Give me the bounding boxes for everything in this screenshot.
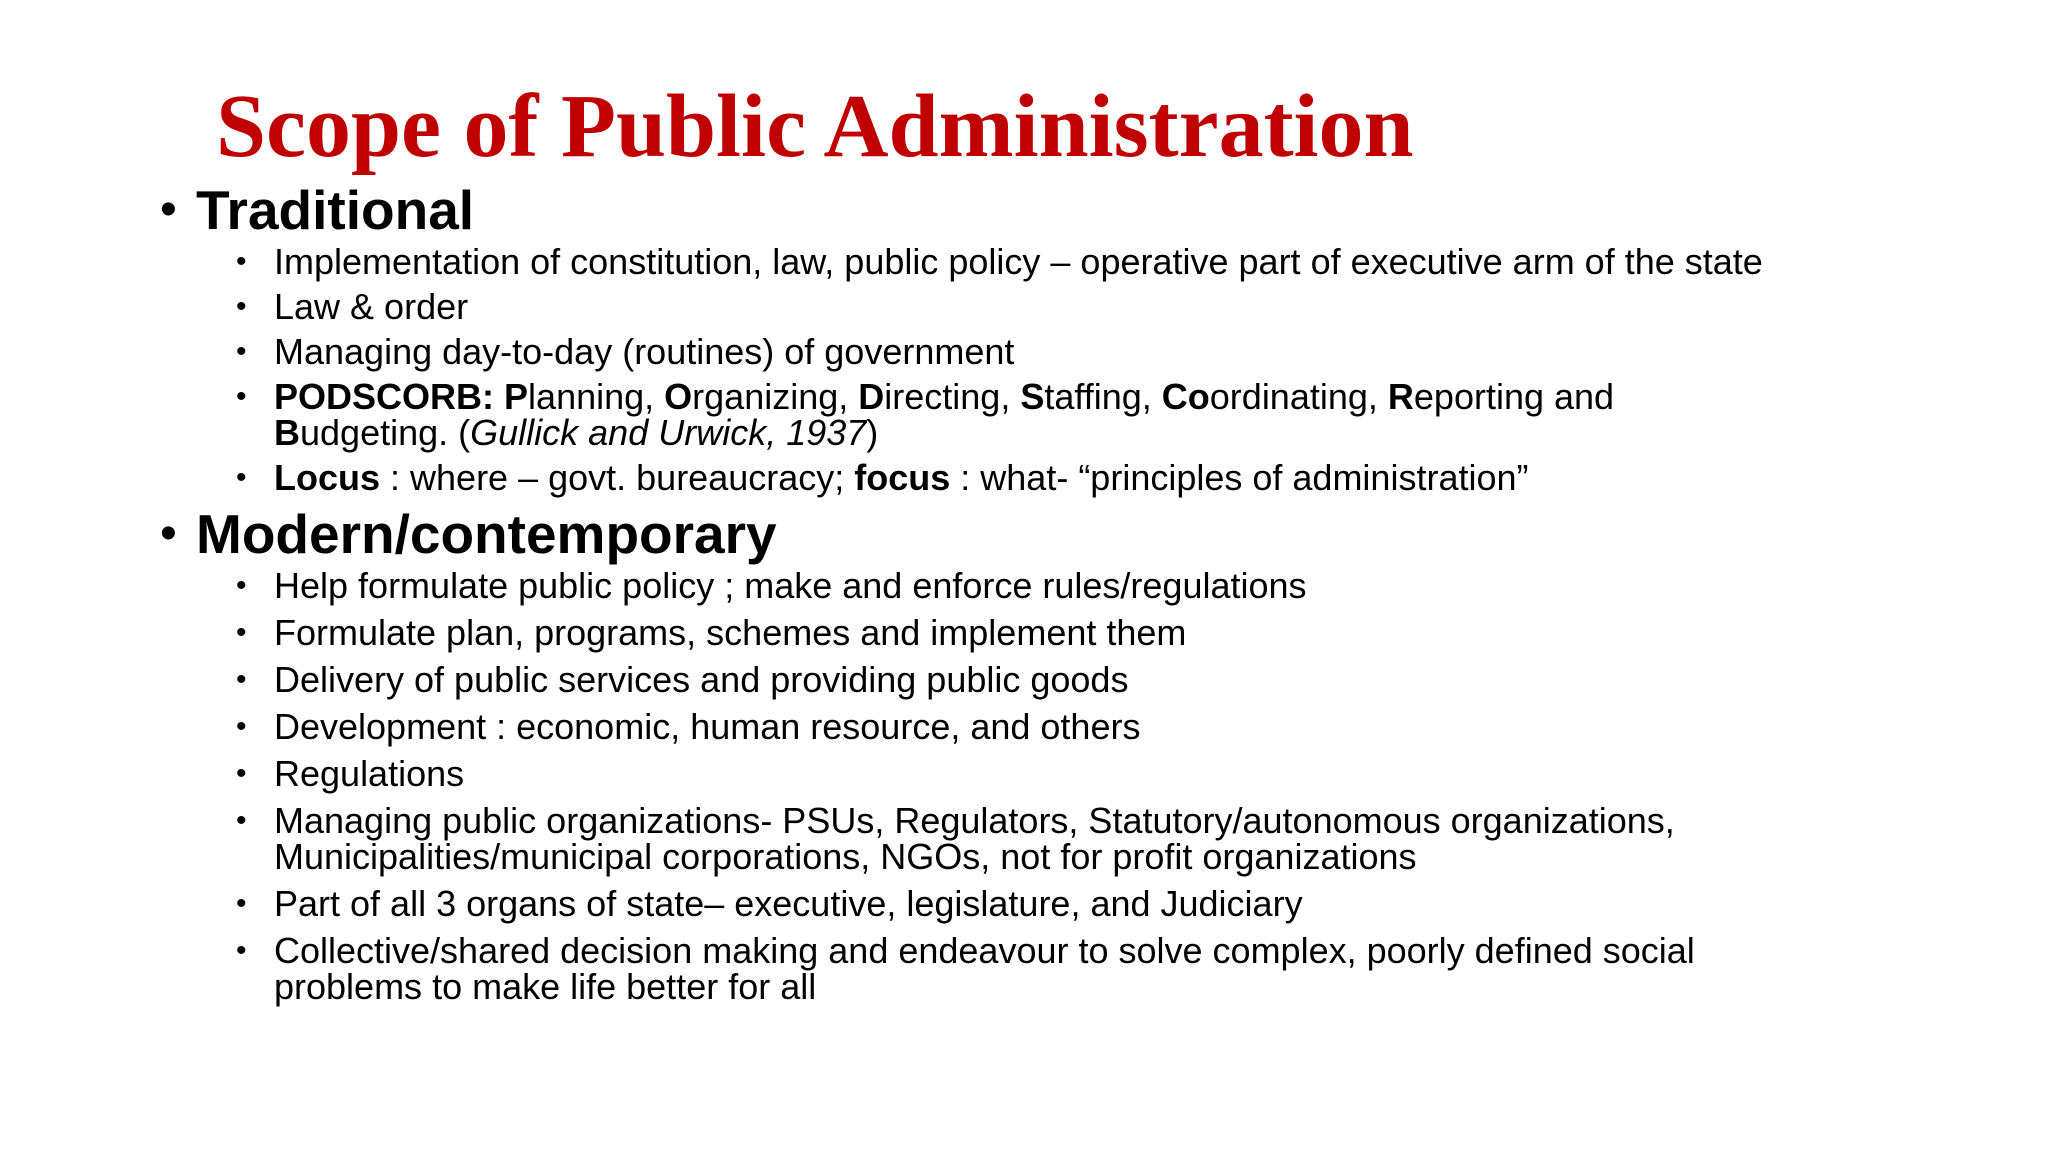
word-part: lanning, — [528, 376, 665, 417]
podscorb-item — [160, 376, 2000, 453]
word-part: rganizing, — [692, 376, 859, 417]
letter: S — [1020, 376, 1045, 417]
list-item: • Help formulate public policy ; make and enforce rules/regulations — [160, 568, 2000, 604]
line: Municipalities/municipal corporations, NGOs, not for profit organizations — [274, 836, 1417, 877]
focus-text: : what- “principles of administration” — [950, 457, 1529, 498]
locus-text: : where – govt. bureaucracy; — [380, 457, 855, 498]
focus-label: focus — [854, 457, 951, 498]
locus-label: Locus — [274, 457, 381, 498]
list-item: • Managing day-to-day (routines) of government — [160, 334, 2000, 370]
word-part: irecting, — [884, 376, 1021, 417]
list-item — [160, 800, 2000, 877]
word-part: ordinating, — [1209, 376, 1388, 417]
podscorb-label: PODSCORB: — [274, 376, 495, 417]
locus-focus-item — [160, 457, 2000, 498]
word-part: eporting and — [1413, 376, 1615, 417]
modern-list — [160, 565, 2000, 1007]
letter: O — [664, 376, 693, 417]
letter: Co — [1161, 376, 1210, 417]
line: Managing public organizations- PSUs, Regulators, Statutory/autonomous organizations, — [274, 800, 1675, 841]
slide-content — [160, 178, 2000, 1005]
letter: D — [858, 376, 885, 417]
word-part: ) — [866, 412, 879, 453]
modern-heading: • Modern/contemporary — [160, 502, 2000, 566]
letter: B — [274, 412, 300, 453]
word-part: udgeting. ( — [300, 412, 471, 453]
slide-title: Scope of Public Administration — [216, 77, 1414, 176]
letter: P — [504, 376, 529, 417]
list-item — [160, 930, 2000, 1007]
list-item: • Development : economic, human resource, and others — [160, 709, 2000, 745]
list-item: • Delivery of public services and providing public goods — [160, 662, 2000, 698]
word-part: taffing, — [1044, 376, 1162, 417]
citation: Gullick and Urwick, 1937 — [470, 412, 867, 453]
line: Collective/shared decision making and endeavour to solve complex, poorly defined social — [274, 930, 1695, 971]
letter: R — [1387, 376, 1414, 417]
list-item: • Formulate plan, programs, schemes and implement them — [160, 615, 2000, 651]
list-item: • Law & order — [160, 289, 2000, 325]
traditional-heading: • Traditional — [160, 178, 2000, 242]
list-item: • Regulations — [160, 756, 2000, 792]
list-item: • Part of all 3 organs of state– executive, legislature, and Judiciary — [160, 886, 2000, 922]
line: problems to make life better for all — [274, 966, 817, 1007]
traditional-list — [160, 241, 2000, 498]
list-item: • Implementation of constitution, law, public policy – operative part of executive arm of the state — [160, 244, 2000, 280]
